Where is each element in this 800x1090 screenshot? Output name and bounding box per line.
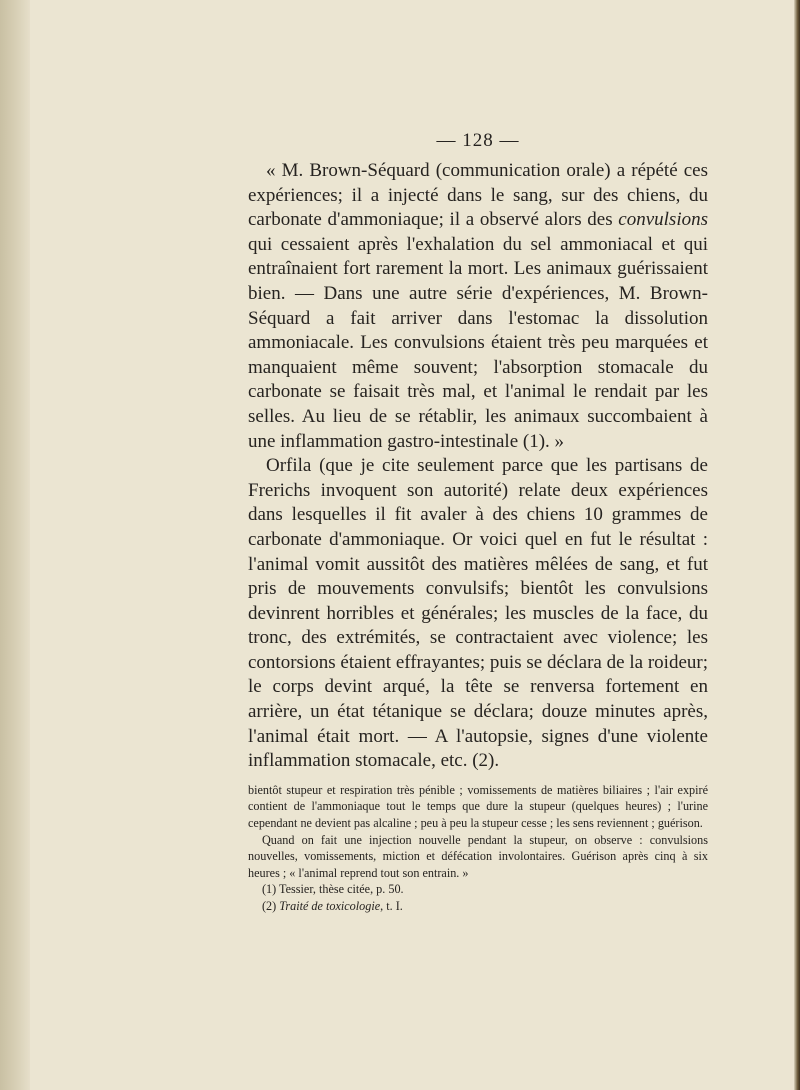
page-number: — 128 — (436, 130, 520, 151)
paragraph-1-part-2: qui cessaient après l'exhalation du sel ammoniacal et qui entraînaient fort rarement la mort. Les animaux guérissaient bien. — Dans une autre série d'expériences, M. Brown-Séquard a fait arriver dans l'estomac la dissolution ammoniacale. Les convulsions étaient très peu marquées et manquaient même souvent; l'absorption stomacale du carbonate se faisait très mal, et l'animal le rendait par les selles. Au lieu de se rétablir, les animaux succombaient à une inflammation gastro-intestinale (1). » (248, 233, 708, 452)
page-content (248, 130, 708, 915)
footnote-2-suffix: , t. I. (380, 899, 403, 913)
footnote-2-prefix: (2) (262, 899, 280, 913)
paragraph-1 (248, 159, 708, 454)
paragraph-1-part-1: « M. Brown-Séquard (communication orale) a répété ces expériences; il a injecté dans le sang, sur des chiens, du carbonate d'ammoniaque; il a observé alors des (248, 160, 708, 231)
notes (248, 782, 708, 915)
note-2: Quand on fait une injection nouvelle pendant la stupeur, on observe : convulsions nouvelles, vomissements, miction et défécation involontaires. Guérison après cinq à six heures ; « l'animal reprend tout son entrain. » (248, 832, 708, 880)
book-spine-shadow (0, 0, 30, 1090)
main-text (248, 159, 708, 774)
paragraph-2: Orfila (que je cite seulement parce que les partisans de Frerichs invoquent son autorité) relate deux expériences dans lesquelles il fit avaler à des chiens 10 grammes de carbonate d'ammoniaque. Or voici quel en fut le résultat : l'animal vomit aussitôt des matières mêlées de sang, et fut pris de mouvements convulsifs; bientôt les convulsions devinrent horribles et générales; les muscles de la face, du tronc, des extrémités, se contractaient avec violence; les contorsions étaient effrayantes; puis se déclara de la roideur; le corps devint arqué, la tête se renversa fortement en arrière, un état tétanique se déclara; douze minutes après, l'animal était mort. — A l'autopsie, signes d'une violente inflammation stomacale, etc. (2). (248, 455, 708, 772)
page-edge (794, 0, 800, 1090)
footnote-1: (1) Tessier, thèse citée, p. 50. (262, 882, 404, 897)
footnote-2 (248, 898, 708, 915)
note-1: bientôt stupeur et respiration très pénible ; vomissements de matières biliaires ; l'air expiré contient de l'ammoniaque tout le temps que dure la stupeur (quelques heures) ; l'urine cependant ne devient pas alcaline ; peu à peu la stupeur cesse ; les sens reviennent ; guérison. (248, 782, 708, 831)
footnote-2-title: Traité de toxicologie (279, 899, 381, 913)
paragraph-1-italic: convulsions (618, 209, 708, 231)
